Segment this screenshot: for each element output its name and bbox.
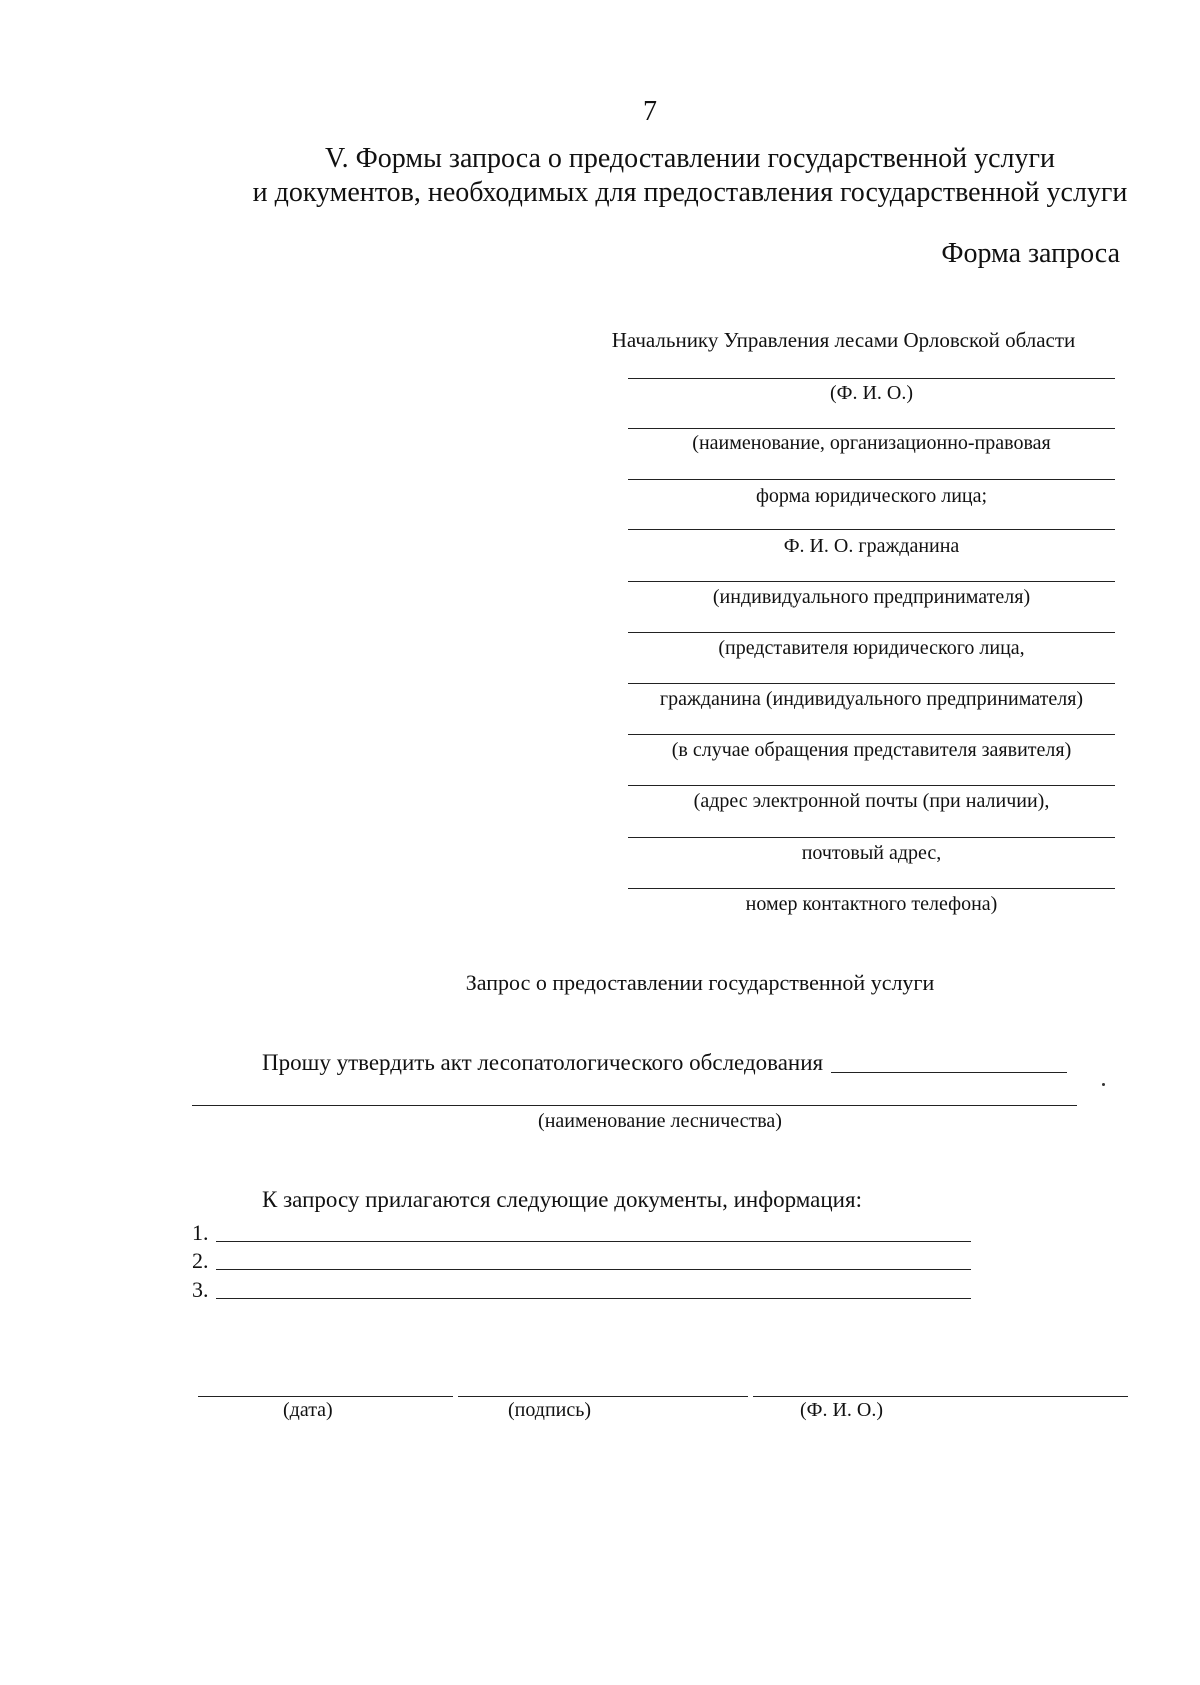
applicant-line-4[interactable] bbox=[628, 529, 1115, 530]
applicant-caption-9: (адрес электронной почты (при наличии), bbox=[693, 790, 1050, 812]
applicant-line-1[interactable] bbox=[628, 378, 1115, 379]
attachment-item-3 bbox=[192, 1277, 971, 1303]
applicant-caption-11: номер контактного телефона) bbox=[745, 893, 998, 915]
signature-line[interactable] bbox=[458, 1396, 748, 1397]
request-body bbox=[262, 1050, 1067, 1076]
applicant-caption-1: (Ф. И. О.) bbox=[829, 382, 913, 404]
attachment-item-1 bbox=[192, 1220, 971, 1246]
applicant-line-11[interactable] bbox=[628, 888, 1115, 889]
attachment-number: 2. bbox=[192, 1248, 209, 1273]
attachment-line[interactable] bbox=[216, 1298, 971, 1299]
attachment-number: 3. bbox=[192, 1277, 209, 1302]
attachments-intro: К запросу прилагаются следующие документы, информация: bbox=[262, 1187, 862, 1212]
page-number: 7 bbox=[643, 96, 657, 127]
applicant-caption-7: гражданина (индивидуального предпринимателя) bbox=[659, 688, 1084, 710]
attachment-line[interactable] bbox=[216, 1269, 971, 1270]
request-body-text: Прошу утвердить акт лесопатологического обследования bbox=[262, 1050, 824, 1075]
addressee: Начальнику Управления лесами Орловской области bbox=[611, 328, 1076, 352]
applicant-line-8[interactable] bbox=[628, 734, 1115, 735]
applicant-caption-2: (наименование, организационно-правовая bbox=[692, 432, 1051, 454]
applicant-caption-3: форма юридического лица; bbox=[755, 485, 988, 507]
applicant-line-9[interactable] bbox=[628, 785, 1115, 786]
attachment-number: 1. bbox=[192, 1220, 209, 1245]
forestry-caption: (наименование лесничества) bbox=[538, 1110, 782, 1132]
name-line[interactable] bbox=[753, 1396, 1128, 1397]
applicant-caption-6: (представителя юридического лица, bbox=[718, 637, 1025, 659]
applicant-line-2[interactable] bbox=[628, 428, 1115, 429]
date-caption: (дата) bbox=[283, 1399, 333, 1421]
request-title: Запрос о предоставлении государственной услуги bbox=[465, 970, 935, 995]
date-line[interactable] bbox=[198, 1396, 453, 1397]
applicant-line-3[interactable] bbox=[628, 479, 1115, 480]
form-label: Форма запроса bbox=[941, 238, 1120, 269]
section-heading-line-1: V. Формы запроса о предоставлении государственной услуги bbox=[325, 143, 1055, 174]
period-mark bbox=[1102, 1083, 1105, 1086]
forestry-line[interactable] bbox=[192, 1105, 1077, 1106]
applicant-line-5[interactable] bbox=[628, 581, 1115, 582]
name-caption: (Ф. И. О.) bbox=[800, 1399, 884, 1421]
applicant-line-6[interactable] bbox=[628, 632, 1115, 633]
applicant-caption-8: (в случае обращения представителя заявителя) bbox=[671, 739, 1072, 761]
applicant-line-10[interactable] bbox=[628, 837, 1115, 838]
applicant-caption-10: почтовый адрес, bbox=[801, 842, 942, 864]
applicant-caption-5: (индивидуального предпринимателя) bbox=[712, 586, 1031, 608]
applicant-caption-4: Ф. И. О. гражданина bbox=[783, 535, 960, 557]
forestry-inline-line[interactable] bbox=[831, 1072, 1067, 1073]
applicant-line-7[interactable] bbox=[628, 683, 1115, 684]
attachment-item-2 bbox=[192, 1248, 971, 1274]
section-heading-line-2: и документов, необходимых для предоставления государственной услуги bbox=[252, 177, 1128, 208]
signature-caption: (подпись) bbox=[508, 1399, 592, 1421]
attachment-line[interactable] bbox=[216, 1241, 971, 1242]
